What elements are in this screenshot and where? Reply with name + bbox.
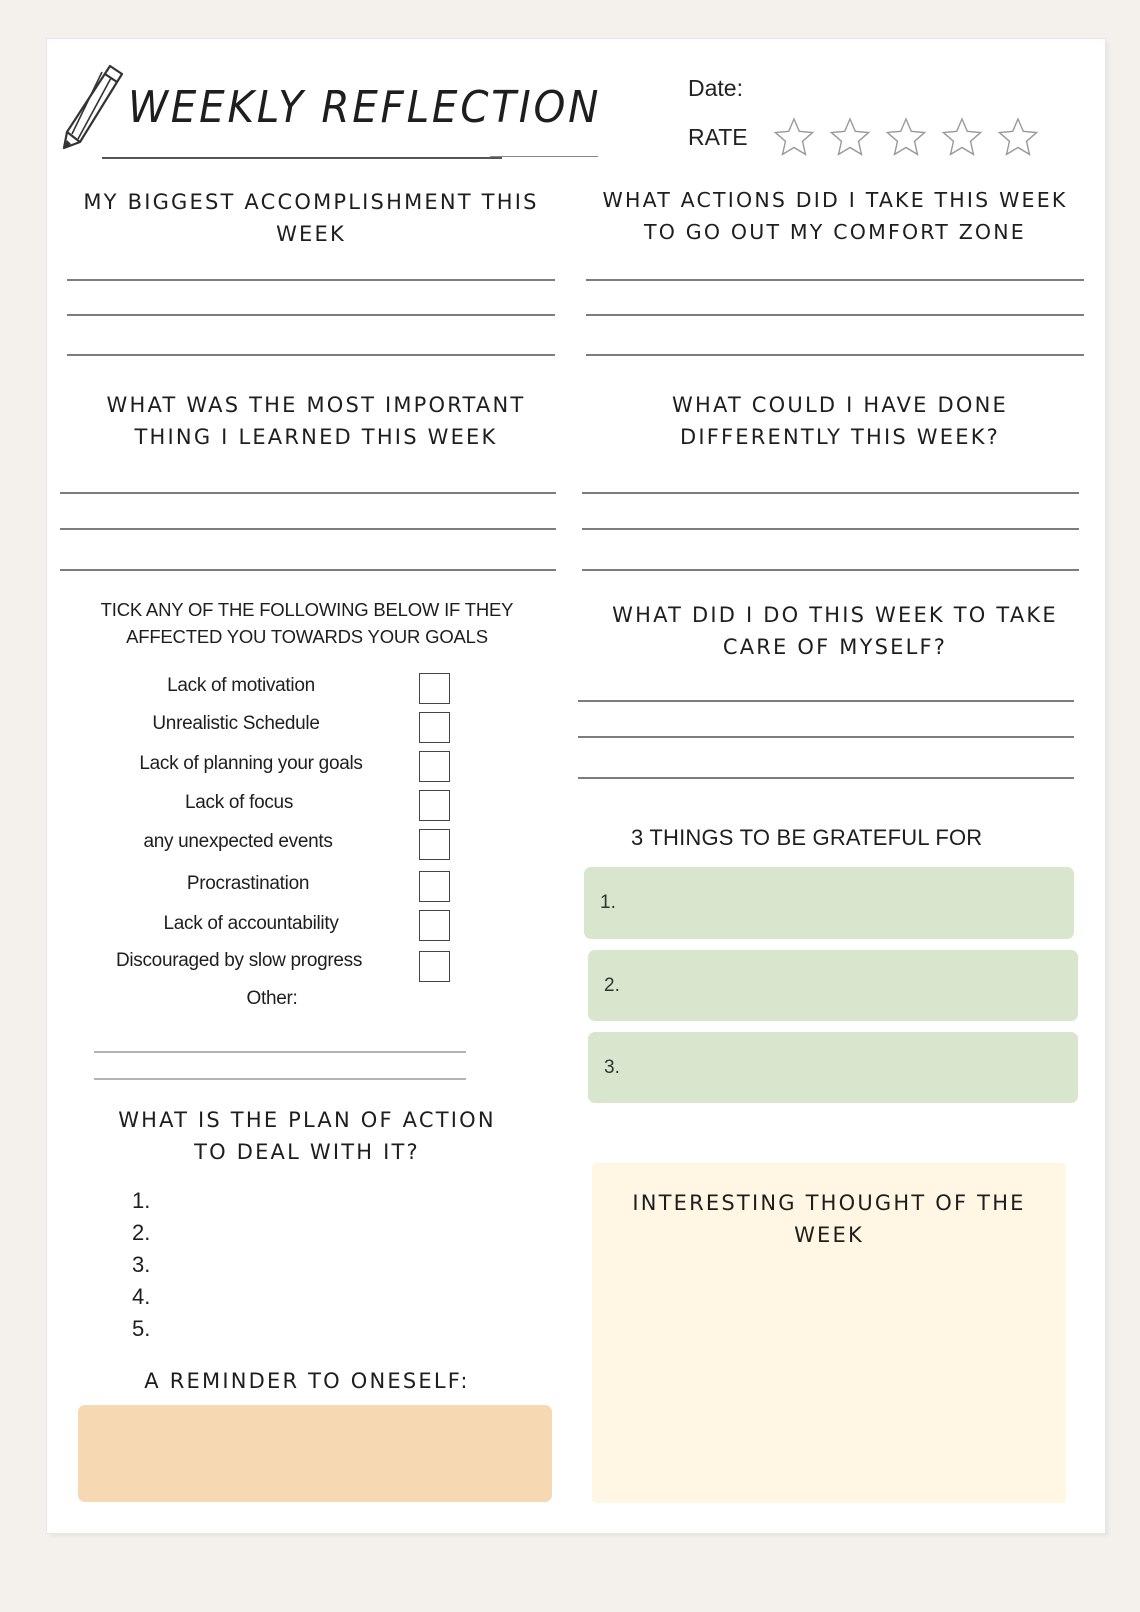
checkbox-label: Lack of accountability [163, 913, 339, 934]
checkbox[interactable] [419, 951, 450, 982]
title-underline-extension [490, 156, 598, 157]
list-item: 5. [132, 1316, 151, 1341]
checkbox[interactable] [419, 712, 450, 743]
checkbox-label: Lack of planning your goals [139, 753, 363, 774]
rate-label: RATE [688, 124, 748, 150]
title-underline [102, 157, 502, 159]
date-label: Date: [688, 75, 743, 101]
comfort-zone-heading: WHAT ACTIONS DID I TAKE THIS WEEK TO GO OUT MY COMFORT ZONE [602, 188, 1068, 244]
writing-line[interactable] [582, 492, 1079, 494]
page-title: WEEKLY REFLECTION [128, 82, 602, 133]
list-item: 1. [132, 1188, 151, 1213]
pencil-icon [58, 60, 128, 150]
plan-of-action-heading: WHAT IS THE PLAN OF ACTION TO DEAL WITH IT? [118, 1108, 496, 1164]
writing-line[interactable] [60, 528, 556, 530]
writing-line[interactable] [94, 1078, 466, 1080]
plan-list [132, 1185, 150, 1345]
learned-heading: WHAT WAS THE MOST IMPORTANT THING I LEARNED THIS WEEK [106, 393, 526, 449]
grateful-number: 1. [600, 892, 616, 913]
writing-line[interactable] [582, 569, 1079, 571]
checkbox[interactable] [419, 751, 450, 782]
checkbox-label: Lack of focus [184, 792, 294, 813]
reminder-box[interactable] [78, 1405, 552, 1502]
star-icon[interactable] [773, 116, 815, 158]
tick-heading-line: AFFECTED YOU TOWARDS YOUR GOALS [126, 626, 488, 647]
writing-line[interactable] [67, 354, 555, 356]
writing-line[interactable] [586, 314, 1084, 316]
reminder-heading: A REMINDER TO ONESELF: [144, 1369, 470, 1393]
checkbox[interactable] [419, 871, 450, 902]
writing-line[interactable] [67, 279, 555, 281]
writing-line[interactable] [60, 569, 556, 571]
checkbox[interactable] [419, 829, 450, 860]
writing-line[interactable] [586, 354, 1084, 356]
star-icon[interactable] [941, 116, 983, 158]
checkbox-label: Unrealistic Schedule [152, 713, 320, 734]
checkbox-label: Discouraged by slow progress [115, 950, 363, 971]
checkbox[interactable] [419, 790, 450, 821]
checkbox[interactable] [419, 910, 450, 941]
writing-line[interactable] [582, 528, 1079, 530]
writing-line[interactable] [60, 492, 556, 494]
writing-line[interactable] [94, 1051, 466, 1053]
checkbox-label: any unexpected events [143, 831, 333, 852]
writing-line[interactable] [578, 700, 1074, 702]
star-icon[interactable] [997, 116, 1039, 158]
writing-line[interactable] [67, 314, 555, 316]
writing-line[interactable] [586, 279, 1084, 281]
star-icon[interactable] [885, 116, 927, 158]
self-care-heading: WHAT DID I DO THIS WEEK TO TAKE CARE OF MYSELF? [612, 603, 1058, 659]
writing-line[interactable] [578, 736, 1074, 738]
list-item: 2. [132, 1220, 151, 1245]
grateful-heading: 3 THINGS TO BE GRATEFUL FOR [631, 825, 983, 850]
grateful-number: 3. [604, 1056, 620, 1078]
list-item: 3. [132, 1252, 151, 1277]
accomplishment-heading: MY BIGGEST ACCOMPLISHMENT THIS WEEK [83, 190, 539, 246]
grateful-box-1[interactable] [584, 867, 1074, 939]
other-label: Other: [246, 988, 298, 1009]
tick-list-heading [62, 596, 552, 650]
checkbox[interactable] [419, 673, 450, 704]
differently-heading: WHAT COULD I HAVE DONE DIFFERENTLY THIS WEEK? [672, 393, 1008, 449]
list-item: 4. [132, 1284, 151, 1309]
grateful-number: 2. [604, 974, 620, 996]
star-icon[interactable] [829, 116, 871, 158]
rating-stars[interactable] [773, 116, 1043, 158]
checkbox-label: Procrastination [186, 873, 310, 894]
writing-line[interactable] [578, 777, 1074, 779]
grateful-box-3[interactable] [588, 1032, 1078, 1103]
grateful-box-2[interactable] [588, 950, 1078, 1021]
tick-heading-line: TICK ANY OF THE FOLLOWING BELOW IF THEY [100, 599, 514, 620]
interesting-thought-heading: INTERESTING THOUGHT OF THE WEEK [632, 1191, 1026, 1247]
checkbox-label: Lack of motivation [167, 675, 315, 696]
